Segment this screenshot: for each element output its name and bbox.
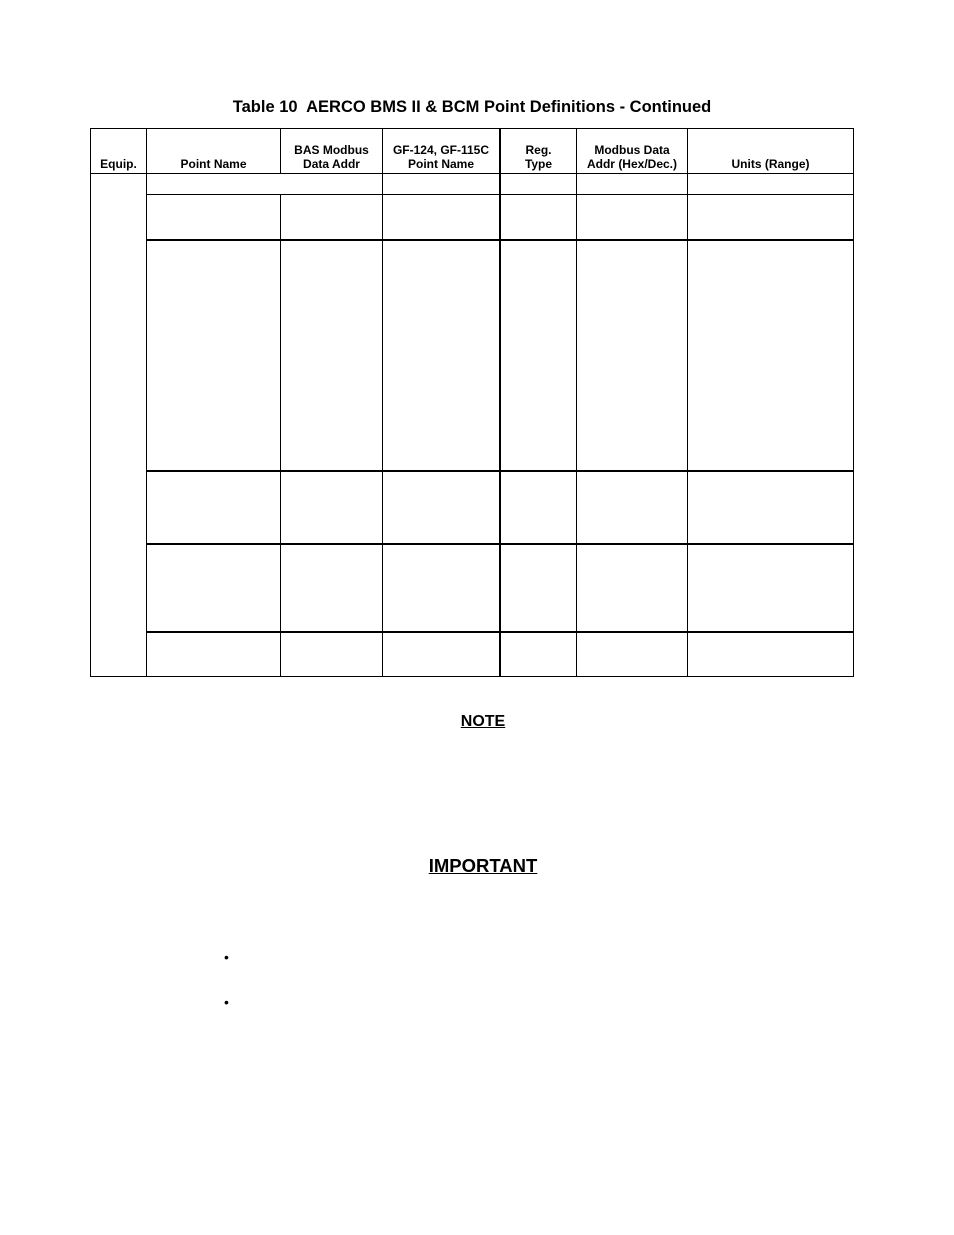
bullet-marker: • <box>224 994 229 1010</box>
column-divider <box>146 194 147 677</box>
column-header-units-range: Units (Range) <box>731 157 810 171</box>
column-header-gf-point-name: GF-124, GF-115C Point Name <box>392 143 490 171</box>
column-divider <box>146 128 147 174</box>
bullet-marker: • <box>224 949 229 965</box>
column-divider <box>280 194 281 677</box>
column-divider <box>499 128 501 677</box>
important-heading: IMPORTANT <box>428 855 538 876</box>
column-header-bas-modbus-data-addr: BAS Modbus Data Addr <box>294 143 369 171</box>
table-caption: Table 10 AERCO BMS II & BCM Point Definitions - Continued <box>232 98 712 116</box>
column-header-equip: Equip. <box>100 157 137 171</box>
point-definitions-table <box>90 128 854 677</box>
header-divider <box>90 173 854 174</box>
column-header-point-name: Point Name <box>180 157 247 171</box>
column-header-reg-type: Reg. Type <box>524 143 553 171</box>
column-divider <box>280 128 281 174</box>
column-divider <box>687 128 688 677</box>
column-divider <box>382 128 383 677</box>
column-divider <box>576 128 577 677</box>
column-divider <box>146 173 147 195</box>
column-header-modbus-data-addr: Modbus Data Addr (Hex/Dec.) <box>586 143 678 171</box>
note-heading: NOTE <box>460 713 506 730</box>
